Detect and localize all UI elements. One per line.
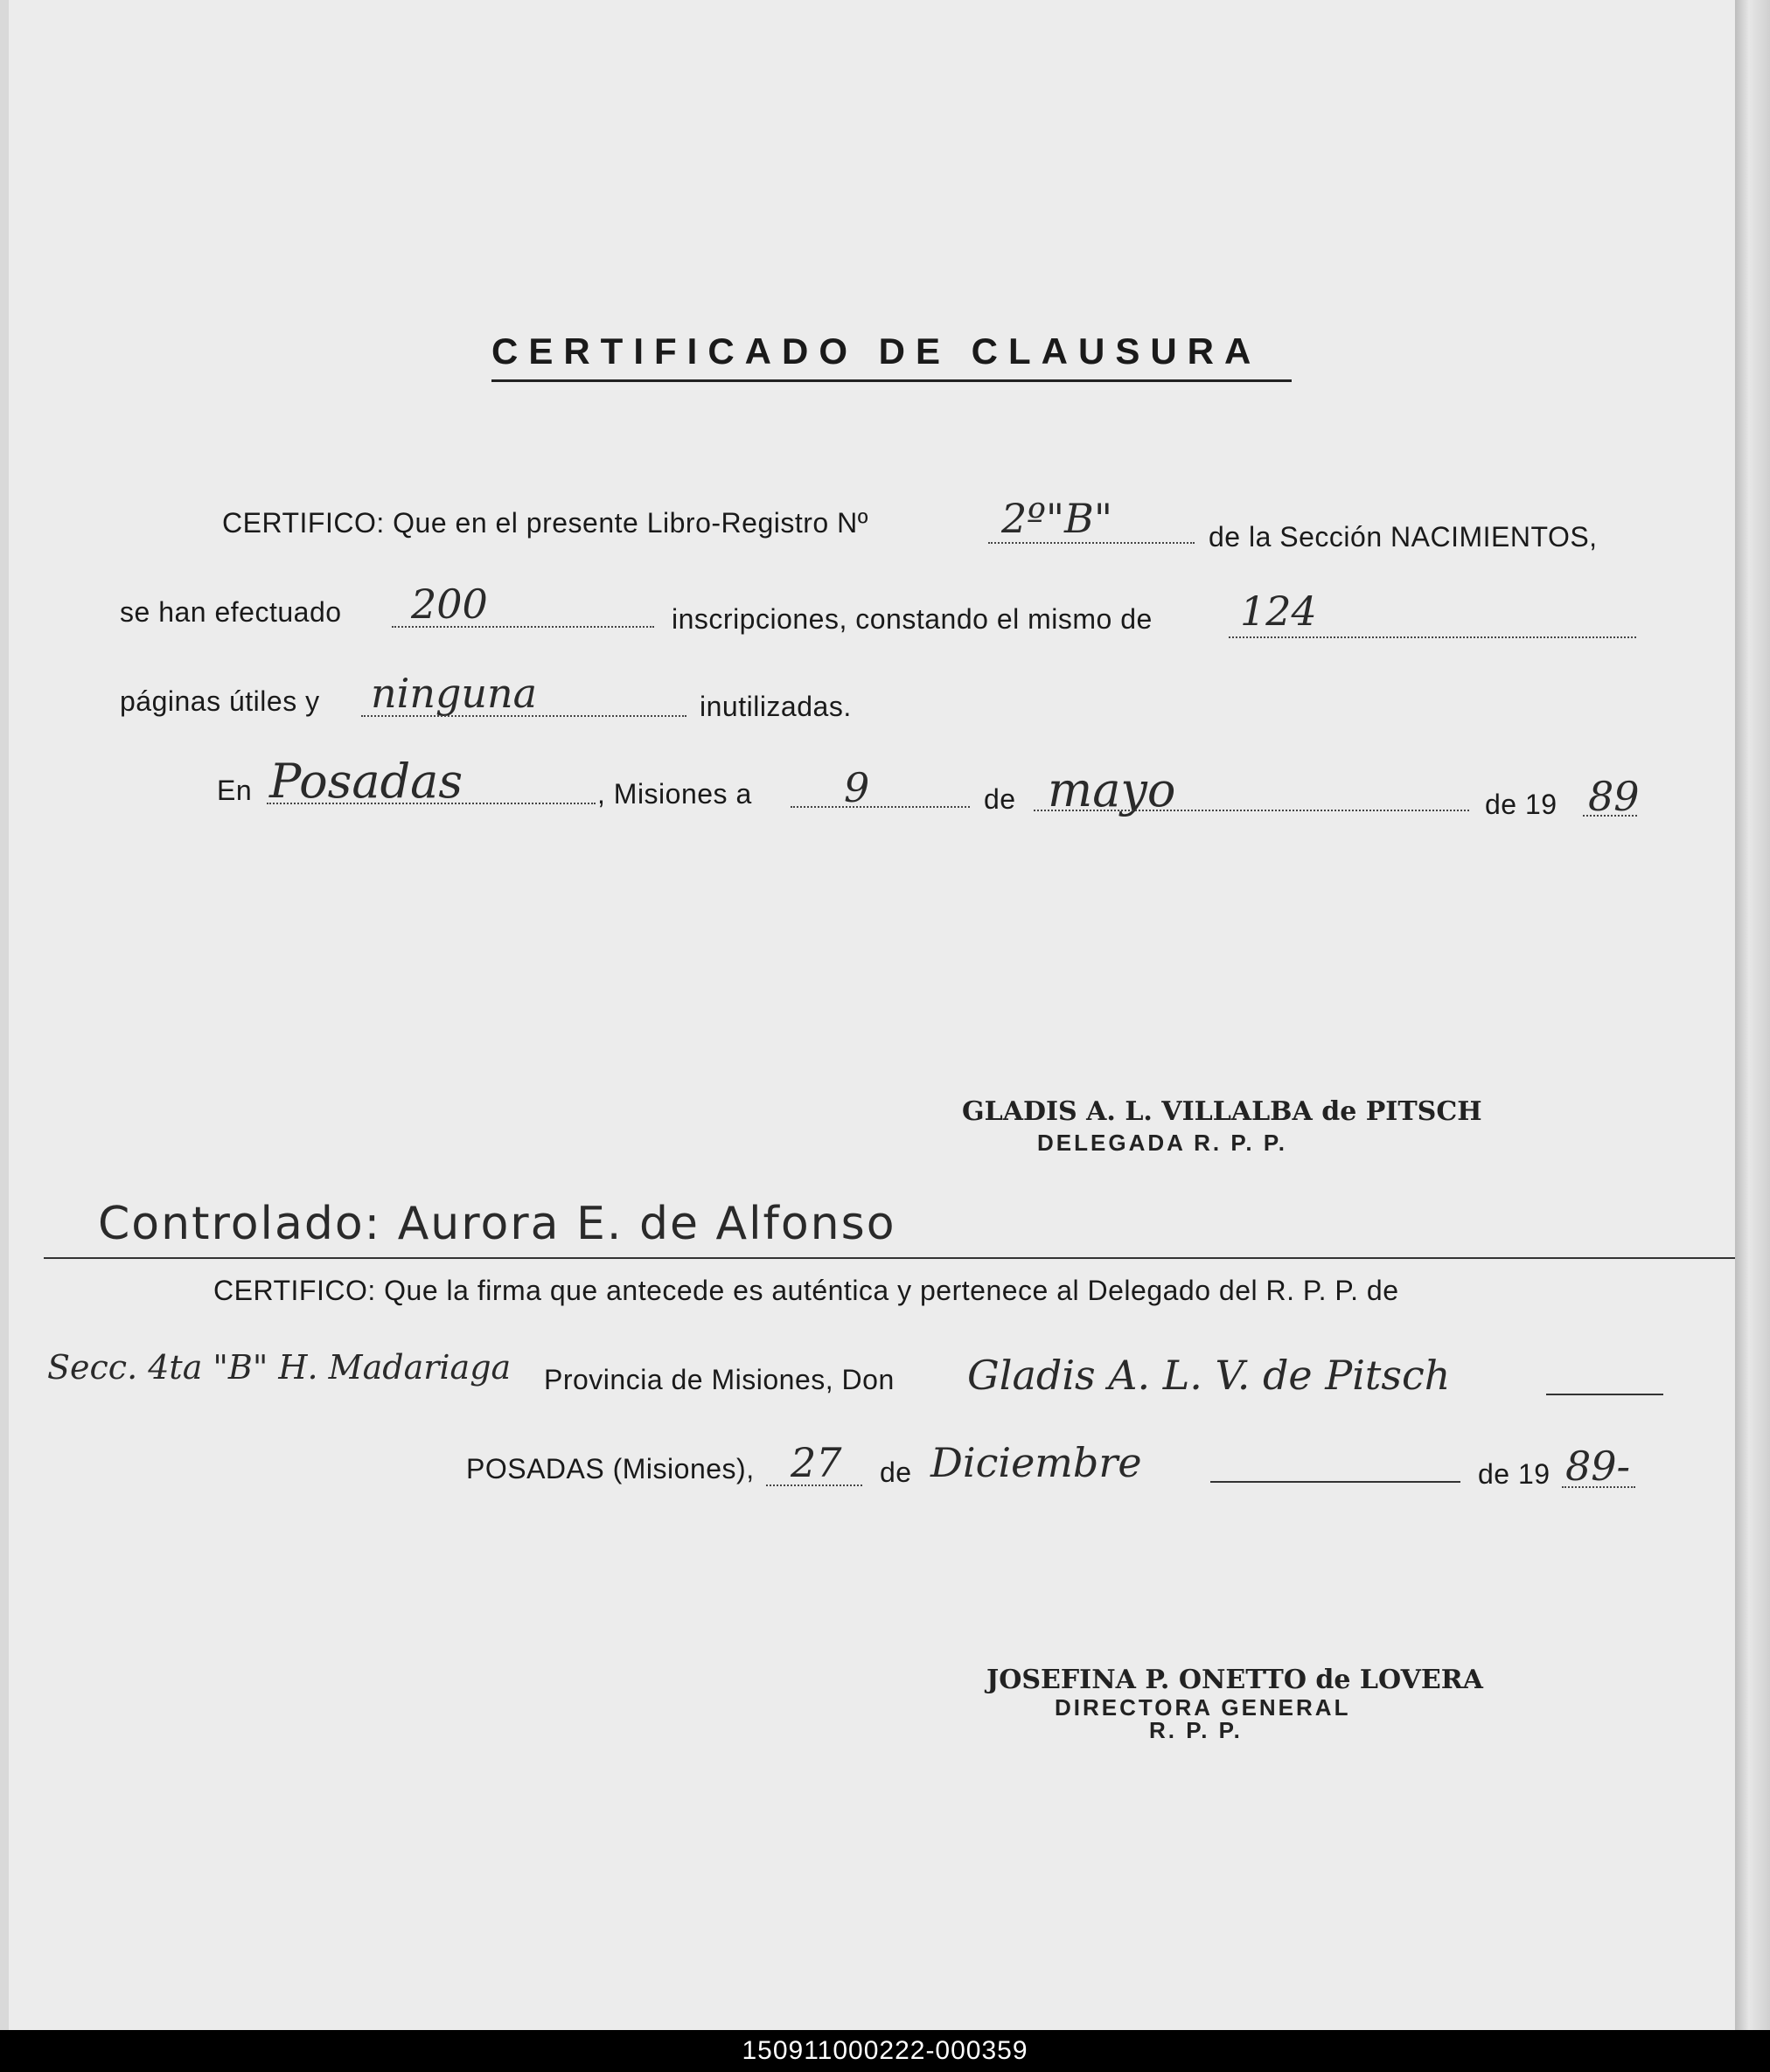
delegado-name: Gladis A. L. V. de Pitsch: [967, 1352, 1451, 1399]
signer-2-role-line2: R. P. P.: [1149, 1717, 1243, 1743]
cert1-line1-prefix: CERTIFICO: Que en el presente Libro-Registro Nº: [222, 507, 868, 539]
inutilizadas-value: ninguna: [371, 670, 538, 717]
anio-2: 89-: [1565, 1443, 1631, 1490]
document-id-footer: 150911000222-000359: [0, 2030, 1770, 2072]
cert1-line3-prefix: páginas útiles y: [120, 685, 320, 717]
title-underline: [491, 379, 1292, 382]
document-title: CERTIFICADO DE CLAUSURA: [491, 330, 1262, 372]
cert2-line3-de: de: [880, 1457, 912, 1488]
anio-1-field: [1583, 815, 1637, 817]
dia-2: 27: [791, 1439, 842, 1486]
cert1-line4-en: En: [217, 775, 253, 806]
signer-1-name: GLADIS A. L. VILLALBA de PITSCH: [962, 1096, 1482, 1127]
cert1-line2-suffix: inscripciones, constando el mismo de: [672, 603, 1153, 635]
cert2-line2-prefix: Provincia de Misiones, Don: [544, 1364, 895, 1395]
cert1-line1-suffix: de la Sección NACIMIENTOS,: [1209, 521, 1598, 553]
section-separator: [44, 1257, 1735, 1259]
mes-1-field: [1034, 810, 1469, 811]
page-edge: [1735, 0, 1770, 2030]
cert1-line3-suffix: inutilizadas.: [700, 691, 852, 722]
controlado-note: Controlado: Aurora E. de Alfonso: [98, 1198, 896, 1250]
delegado-line-fill: [1546, 1394, 1663, 1395]
signer-2-name: JOSEFINA P. ONETTO de LOVERA: [986, 1665, 1483, 1695]
cert2-line1: CERTIFICO: Que la firma que antecede es auténtica y pertenece al Delegado del R. P. P. de: [213, 1275, 1399, 1306]
inscripciones-count: 200: [411, 581, 488, 628]
cert1-line2-prefix: se han efectuado: [120, 596, 342, 628]
paginas-field: [1229, 636, 1636, 638]
lugar-field: [267, 803, 596, 804]
dia-1-field: [791, 806, 970, 808]
mes-1: mayo: [1048, 762, 1176, 817]
libro-number: 2º"B": [1001, 495, 1113, 542]
cert2-line3-year-prefix: de 19: [1478, 1458, 1550, 1490]
cert1-line4-de: de: [984, 783, 1016, 815]
inutilizadas-field: [361, 715, 686, 717]
seccion-value: Secc. 4ta "B" H. Madariaga: [47, 1348, 512, 1387]
anio-2-field: [1562, 1486, 1635, 1488]
cert1-line4-year-prefix: de 19: [1485, 789, 1557, 820]
cert2-line3-prefix: POSADAS (Misiones),: [466, 1453, 755, 1484]
dia-1: 9: [844, 764, 870, 811]
paginas-count: 124: [1240, 588, 1317, 635]
mes-2-line-fill: [1210, 1481, 1460, 1483]
cert1-line4-misiones: , Misiones a: [597, 778, 752, 810]
signer-1-role: DELEGADA R. P. P.: [1037, 1130, 1288, 1156]
signer-2-role: DIRECTORA GENERAL: [1055, 1694, 1351, 1721]
dia-2-field: [766, 1484, 862, 1486]
lugar: Posadas: [269, 754, 463, 809]
libro-number-field: [988, 542, 1195, 544]
inscripciones-field: [392, 626, 654, 628]
mes-2: Diciembre: [930, 1439, 1142, 1486]
anio-1: 89: [1588, 773, 1640, 820]
